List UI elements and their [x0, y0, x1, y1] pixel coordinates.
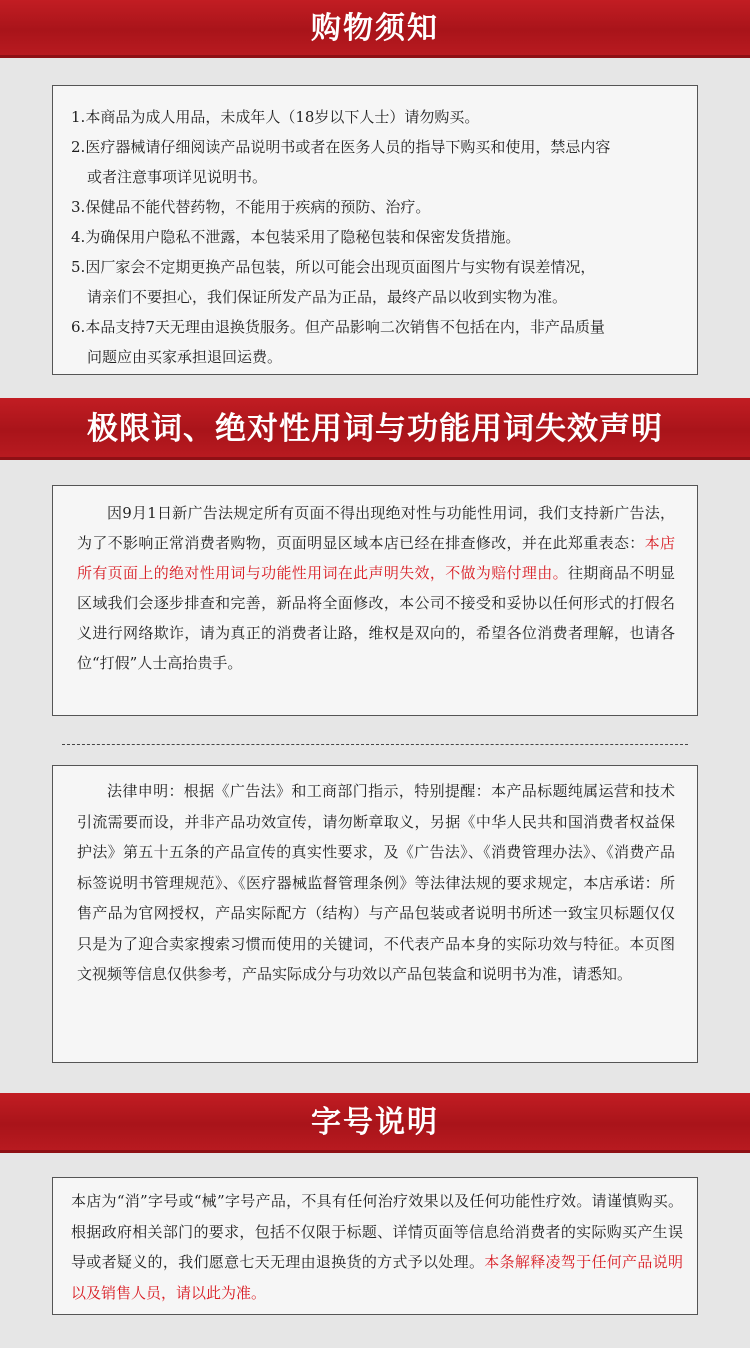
declaration-text-before: 因9月1日新广告法规定所有页面不得出现绝对性与功能性用词，我们支持新广告法，为了不影响正常消费者购物，页面明显区域本店已经在排查修改，并在此郑重表态：	[77, 504, 675, 552]
license-type-text: 本店为“消”字号或“械”字号产品，不具有任何治疗效果以及任何功能性疗效。请谨慎购买。根据政府相关部门的要求，包括不仅限于标题、详情页面等信息给消费者的实际购买产生误导或者疑义的，我们愿意七天无理由退换货的方式予以处理。	[71, 1192, 683, 1271]
invalid-words-declaration-banner: 极限词、绝对性用词与功能用词失效声明	[0, 398, 750, 460]
license-type-box	[52, 1177, 698, 1315]
notice-item-1	[71, 102, 683, 132]
declaration-text-after: 往期商品不明显区域我们会逐步排查和完善，新品将全面修改，本公司不接受和妥协以任何形式的打假名义进行网络欺诈，请为真正的消费者让路，维权是双向的，希望各位消费者理解，也请各位“打假”人士高抬贵手。	[77, 564, 675, 672]
notice-item-text: 本商品为成人用品，未成年人（18岁以下人士）请勿购买。	[85, 108, 480, 126]
notice-item-continuation: 问题应由买家承担退回运费。	[87, 348, 283, 366]
notice-item-continuation: 或者注意事项详见说明书。	[87, 168, 268, 186]
notice-item-5	[71, 252, 683, 312]
notice-item-number: 2.	[71, 138, 86, 156]
shopping-notice-box	[52, 85, 698, 375]
notice-item-number: 3.	[71, 198, 86, 216]
notice-item-continuation: 请亲们不要担心，我们保证所发产品为正品，最终产品以收到实物为准。	[87, 288, 568, 306]
shopping-notice-banner: 购物须知	[0, 0, 750, 58]
notice-item-text: 本品支持7天无理由退换货服务。但产品影响二次销售不包括在内，非产品质量	[85, 318, 605, 336]
legal-statement-paragraph: 法律申明：根据《广告法》和工商部门指示，特别提醒：本产品标题纯属运营和技术引流需要而设，并非产品功效宣传，请勿断章取义，另据《中华人民共和国消费者权益保护法》第五十五条的产品宣传的真实性要求，及《广告法》、《消费管理办法》、《消费产品标签说明书管理规范》、《医疗器械监督管理条例》等法律法规的要求规定，本店承诺：所售产品为官网授权，产品实际配方（结构）与产品包装或者说明书所述一致宝贝标题仅仅只是为了迎合卖家搜索习惯而使用的关键词，不代表产品本身的实际功效与特征。本页图文视频等信息仅供参考，产品实际成分与功效以产品包装盒和说明书为准，请悉知。	[77, 782, 675, 983]
declaration-paragraph	[77, 498, 675, 678]
invalid-words-declaration-box	[52, 485, 698, 716]
notice-item-text: 医疗器械请仔细阅读产品说明书或者在医务人员的指导下购买和使用，禁忌内容	[85, 138, 611, 156]
notice-item-text: 因厂家会不定期更换产品包装，所以可能会出现页面图片与实物有误差情况，	[85, 258, 596, 276]
declaration-red-text: 本店所有页面上的绝对性用词与功能性用词在此声明失效，不做为赔付理由。	[77, 534, 675, 582]
notice-item-number: 5.	[71, 258, 86, 276]
notice-item-2	[71, 132, 683, 192]
notice-item-number: 6.	[71, 318, 86, 336]
notice-item-3	[71, 192, 683, 222]
license-type-paragraph	[71, 1186, 683, 1308]
license-type-banner: 字号说明	[0, 1093, 750, 1153]
license-type-red-text: 本条解释凌驾于任何产品说明以及销售人员，请以此为准。	[71, 1253, 683, 1302]
notice-item-text: 保健品不能代替药物，不能用于疾病的预防、治疗。	[85, 198, 431, 216]
notice-item-number: 1.	[71, 108, 86, 126]
legal-statement-box	[52, 765, 698, 1063]
notice-item-6	[71, 312, 683, 372]
notice-item-text: 为确保用户隐私不泄露，本包装采用了隐秘包装和保密发货措施。	[85, 228, 521, 246]
dashed-divider	[62, 744, 688, 745]
notice-item-4	[71, 222, 683, 252]
notice-item-number: 4.	[71, 228, 86, 246]
